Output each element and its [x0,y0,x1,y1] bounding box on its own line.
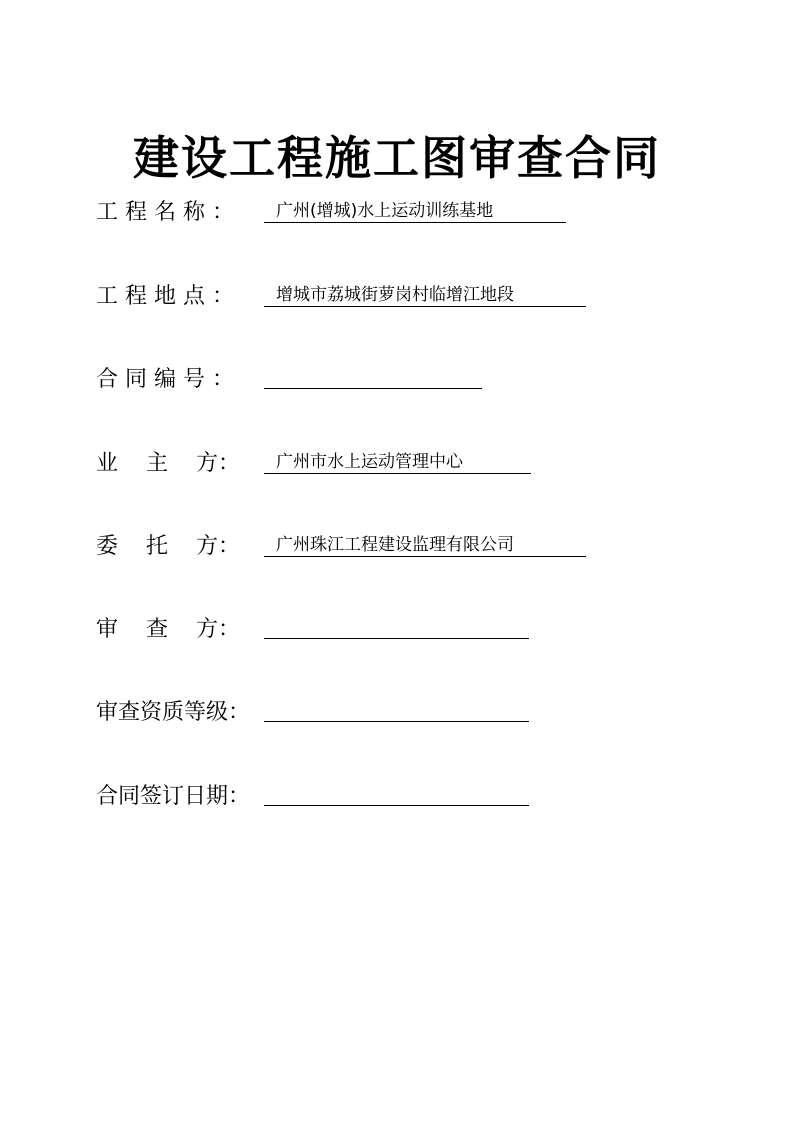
field-value-project-name: 广州(增城)水上运动训练基地 [264,200,566,223]
field-value-entrusting-party: 广州珠江工程建设监理有限公司 [264,534,586,557]
field-label: 合同签订日期： [96,784,251,809]
field-entrusting-party [96,532,240,560]
field-label: 工 程 名 称 ： [96,200,234,225]
field-project-location [96,282,234,310]
field-label: 工 程 地 点 ： [96,284,234,309]
field-contract-number [96,365,234,393]
field-value-reviewing-party [264,617,529,639]
document-title: 建设工程施工图审查合同 [133,131,661,185]
field-label: 业 主 方： [96,451,240,476]
field-owner [96,449,240,477]
field-label: 审查资质等级： [96,700,251,725]
field-label: 委 托 方： [96,534,240,559]
field-value-owner: 广州市水上运动管理中心 [264,451,531,474]
field-project-name [96,198,234,226]
field-qualification-level [96,698,250,726]
field-value-qualification-level [264,700,529,722]
field-value-contract-number [264,367,482,389]
field-reviewing-party [96,615,240,643]
field-label: 合 同 编 号 ： [96,367,234,392]
field-label: 审 查 方： [96,617,240,642]
field-value-project-location: 增城市荔城街萝岗村临增江地段 [264,284,586,307]
field-value-signing-date [264,784,529,806]
field-signing-date [96,782,250,810]
